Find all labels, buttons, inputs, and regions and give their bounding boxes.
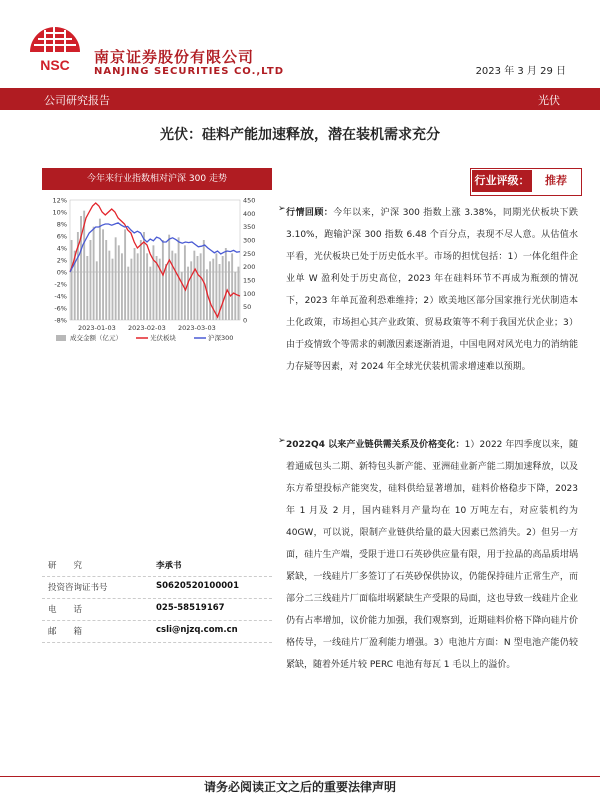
volume-bar [168,235,170,320]
right-axis-tick-label: 300 [243,236,256,245]
index-chart [42,192,272,360]
volume-bar [237,267,239,320]
series-line [70,223,240,272]
right-axis-tick-label: 400 [243,209,256,218]
legend-label: 沪深300 [208,334,234,342]
volume-bar [105,240,107,320]
legend-label: 光伏板块 [150,334,176,342]
left-axis-tick-label: 10% [52,208,67,217]
right-axis-tick-label: 350 [243,223,256,232]
legal-disclaimer-footer: 请务必阅读正文之后的重要法律声明 [203,780,396,794]
volume-bar [121,253,123,320]
contact-key: 研 究 [48,561,83,571]
left-axis-tick-label: -6% [54,304,67,313]
contact-row [42,620,272,643]
report-title: 光伏：硅料产能加速释放，潜在装机需求充分 [160,127,440,143]
volume-bar [93,227,95,320]
volume-bar [143,232,145,320]
logo-text: NSC [40,57,70,73]
volume-bar [184,245,186,320]
contact-row [42,598,272,621]
supply-demand-text: 1）2022 年四季度以来，随着通威包头二期、新特包头新产能、亚洲硅业新产能二期加速释放，以及东方希望投标产能突发，硅料供给显著增加，硅料价格稳步下降，2023 年 1 月及 2 月，国内硅料月产量均在 10 万吨左右，对应装机约为 40GW，可以说，限制产业链供给量的最大因素已然消失。2）但另一方面，硅片生产端，受限于进口石英砂供应量有限，用于拉晶的高品质坩埚紧缺，一线硅片厂多签订了石英砂保供协议，仍能保持硅片正常生产，而部分二三线硅片厂面临坩埚紧缺生产受限的局面，这也导致一线硅片企业仍有占率增加，议价能力加强，我们观察到，近期硅料价格下降向硅片价格传导，一线硅片厂盈利能力增强。3）电池片方面：N 型电池产能仍较紧缺，随着外延片较 PERC 电池有每瓦 1 毛以上的溢价。 [286,440,578,670]
right-axis-tick-label: 200 [243,263,256,272]
volume-bar [115,237,117,320]
contact-key: 电 话 [48,605,83,615]
bullet-arrow-icon: ➢ [278,436,286,446]
volume-bar [140,240,142,320]
market-review-heading: 行情回顾： [286,208,334,218]
report-date: 2023 年 3 月 29 日 [475,66,566,77]
volume-bar [96,261,98,320]
supply-demand-paragraph [286,434,578,676]
volume-bar [146,253,148,320]
right-axis-tick-label: 100 [243,289,256,298]
volume-bar [102,229,104,320]
volume-bar [124,229,126,320]
contact-value: 025-58519167 [156,603,225,613]
footer-divider [0,776,600,777]
volume-bar [209,261,211,320]
x-axis-tick-label: 2023-02-03 [128,324,166,332]
contact-row [42,576,272,599]
right-axis-tick-label: 250 [243,249,256,258]
volume-bar [234,272,236,320]
volume-bar [165,264,167,320]
volume-bar [190,261,192,320]
right-axis-tick-label: 50 [243,303,252,312]
legend-swatch [56,335,66,341]
left-axis-tick-label: 2% [56,256,67,265]
rating-label: 行业评级： [472,170,532,192]
volume-bar [197,256,199,320]
volume-bar [80,216,82,320]
volume-bar [86,256,88,320]
plot-area-frame [70,200,240,320]
volume-bar [175,253,177,320]
volume-bar [130,259,132,320]
nsc-logo [24,22,86,84]
right-axis-tick-label: 150 [243,276,256,285]
volume-bar [134,248,136,320]
contact-value: S0620520100001 [156,581,240,591]
volume-bar [187,267,189,320]
company-name-cn: 南京证券股份有限公司 [94,48,255,66]
left-axis-tick-label: -2% [54,280,67,289]
contact-key: 投资咨询证书号 [48,583,108,593]
volume-bar [215,253,217,320]
series-line [70,203,240,317]
volume-bar [90,240,92,320]
report-type: 公司研究报告 [44,94,110,107]
volume-bar [118,245,120,320]
contact-value[interactable]: csli@njzq.com.cn [156,625,238,635]
contact-key: 邮 箱 [48,627,83,637]
chart-heading: 今年来行业指数相对沪深 300 走势 [42,168,272,190]
rating-value: 推荐 [545,174,567,187]
contact-value: 李承书 [156,561,182,571]
volume-bar [225,248,227,320]
right-axis-tick-label: 0 [243,316,248,325]
left-axis-tick-label: 0% [56,268,67,277]
left-axis-tick-label: 12% [52,196,67,205]
volume-bar [200,253,202,320]
left-axis-tick-label: 8% [56,220,67,229]
volume-bar [181,272,183,320]
right-axis-tick-label: 450 [243,196,256,205]
x-axis-tick-label: 2023-01-03 [78,324,116,332]
left-axis-tick-label: -8% [54,316,67,325]
volume-bar [193,251,195,320]
market-review-paragraph [286,202,578,378]
volume-bar [149,267,151,320]
left-axis-tick-label: 4% [56,244,67,253]
volume-bar [162,240,164,320]
volume-bar [152,245,154,320]
volume-bar [127,267,129,320]
market-review-text: 今年以来，沪深 300 指数上涨 3.38%，同期光伏板块下跌 3.10%，跑输沪深 300 指数 6.48 个百分点，表现不尽人意。从估值水平看，光伏板块已处于历史低水平。市场的担忧包括：1）一体化组件企业单 W 盈利处于历史高位，2023 年在硅料环节不再成为瓶颈的情况下，2023 年单瓦盈利恐难维持；2）欧美地区部分国家推行光伏制造本土化政策，市场担心其产业政策、贸易政策等不利于我国光伏企业；3）由于疫情致个等需求的刺激因素逐渐消退，中国电网对风光电力的消纳能力存疑等因素，对 2024 年全球光伏装机需求增速难以预期。 [286,208,578,372]
contact-row [42,554,272,577]
volume-bar [222,256,224,320]
left-axis-tick-label: -4% [54,292,67,301]
volume-bar [171,251,173,320]
volume-bar [137,253,139,320]
volume-bar [99,219,101,320]
legend-label: 成交金额（亿元） [70,334,122,342]
volume-bar [112,259,114,320]
x-axis-tick-label: 2023-03-03 [178,324,216,332]
supply-demand-heading: 2022Q4 以来产业链供需关系及价格变化： [286,440,465,450]
bullet-arrow-icon: ➢ [278,204,286,214]
volume-bar [231,253,233,320]
industry-label: 光伏 [538,94,560,107]
left-axis-tick-label: 6% [56,232,67,241]
volume-bar [228,261,230,320]
volume-bar [71,240,73,320]
volume-bar [156,256,158,320]
volume-bar [108,251,110,320]
company-name-en: NANJING SECURITIES CO.,LTD [94,66,285,77]
